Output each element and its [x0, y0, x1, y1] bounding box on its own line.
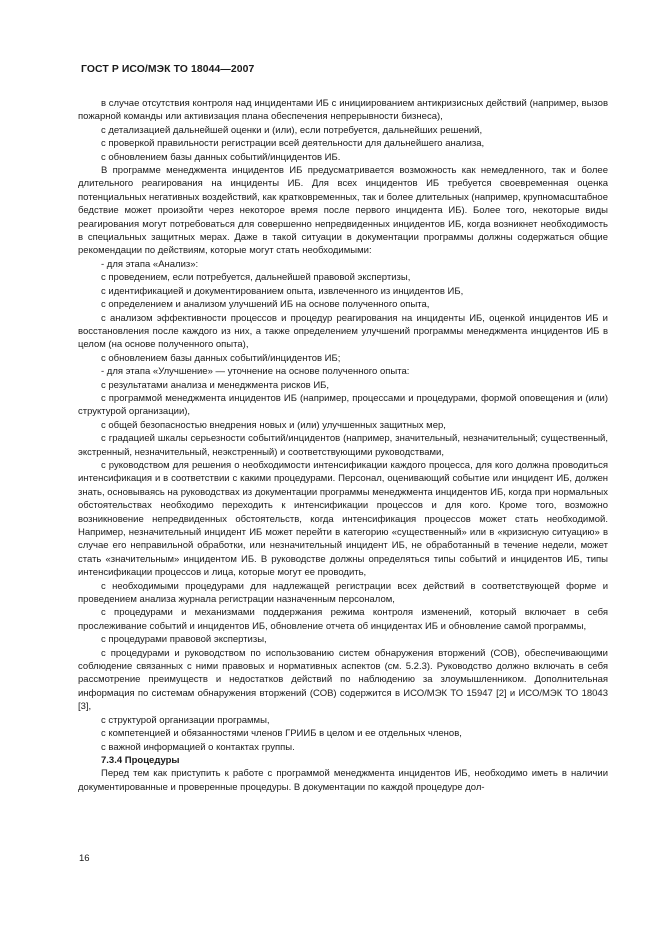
paragraph: с проверкой правильности регистрации всей деятельности для дальнейшего анализа, [101, 138, 485, 150]
paragraph: с градацией шкалы серьезности событий/инцидентов (например, значительный, незначительный; существенный, экстренный, незначительный, неэкстренный) и соответствующими руководствами, [78, 433, 608, 458]
paragraph: В программе менеджмента инцидентов ИБ предусматривается возможность как немедленного, так и более длительного реагирования на инциденты ИБ. Для всех инцидентов ИБ требуется своевременная оценка потенциальных негативных воздействий, как кратковременных, так и более длительных (например, крупномасштабное бедствие может произойти через некоторое время после первого инцидента ИБ). Более того, некоторые виды реагирования могут потребоваться для совершенно непредвиденных инцидентов ИБ, когда возникнет необходимость в специальных защитных мерах. Даже в такой ситуации в документации программы должны содержаться общие рекомендации по действиям, которые могут стать необходимыми: [78, 165, 608, 257]
paragraph: с процедурами и руководством по использованию систем обнаружения вторжений (СОВ), обеспечивающими соблюдение связанных с ними правовых и нормативных аспектов (см. 5.2.3). Руководство должно включать в себя рассмотрение преимуществ и недостатков действий по наблюдению за злоумышленником. Дополнительная информация по системам обнаружения вторжений (СОВ) содержится в ИСО/МЭК ТО 15947 [2] и ИСО/МЭК ТО 18043 [3], [78, 647, 608, 713]
paragraph: с руководством для решения о необходимости интенсификации каждого процесса, для кого должна проводиться интенсификация и в соответствии с какими процедурами. Персонал, оценивающий событие или инцидент ИБ, должен знать, основываясь на руководствах из документации программы менеджмента инцидентов ИБ, когда при нормальных обстоятельствах необходимо переходить к интенсификации процессов и для кого. Кроме того, возможно возникновение непредвиденных обстоятельств, когда интенсификация процессов может стать необходимой. Например, незначительный инцидент ИБ может перейти в категорию «существенный» или в «кризисную ситуацию» в случае его неправильной обработки, или незначительный инцидент ИБ, не обработанный в течение недели, может стать «значительным» инцидентом ИБ. В руководстве должны определяться типы событий и инцидентов ИБ, типы интенсификации процессов и лица, которые могут ее проводить, [78, 459, 608, 579]
page-content [78, 97, 608, 794]
paragraph: с детализацией дальнейшей оценки и (или), если потребуется, дальнейших решений, [101, 124, 483, 136]
paragraph: с программой менеджмента инцидентов ИБ (например, процессами и процедурами, формой оповещения и (или) структурой организации), [78, 392, 608, 418]
document-header: ГОСТ Р ИСО/МЭК ТО 18044—2007 [81, 64, 255, 75]
paragraph: с обновлением базы данных событий/инцидентов ИБ; [101, 352, 341, 364]
paragraph: с определением и анализом улучшений ИБ на основе полученного опыта, [101, 299, 430, 311]
paragraph: с обновлением базы данных событий/инцидентов ИБ. [101, 151, 341, 163]
paragraph: - для этапа «Анализ»: [101, 258, 199, 270]
paragraph: с проведением, если потребуется, дальнейшей правовой экспертизы, [101, 272, 411, 284]
paragraph: с анализом эффективности процессов и процедур реагирования на инциденты ИБ, оценкой инцидентов ИБ и восстановления после каждого из них, а также определением улучшений программы менеджмента инцидентов ИБ в целом (на основе полученного опыта), [78, 312, 608, 351]
paragraph: с структурой организации программы, [101, 714, 270, 726]
paragraph: в случае отсутствия контроля над инцидентами ИБ с инициированием антикризисных действий (например, вызов пожарной команды или активизация плана обеспечения непрерывности бизнеса), [78, 98, 608, 123]
paragraph: - для этапа «Улучшение» — уточнение на основе полученного опыта: [101, 366, 410, 378]
paragraph: с идентификацией и документированием опыта, извлеченного из инцидентов ИБ, [101, 285, 464, 297]
paragraph: с общей безопасностью внедрения новых и (или) улучшенных защитных мер, [101, 419, 446, 431]
paragraph: с компетенцией и обязанностями членов ГРИИБ в целом и ее отдельных членов, [101, 728, 462, 740]
section-heading: 7.3.4 Процедуры [101, 754, 180, 766]
page-number: 16 [79, 853, 90, 864]
paragraph: с важной информацией о контактах группы. [101, 741, 295, 753]
paragraph: с необходимыми процедурами для надлежащей регистрации всех действий в соответствующей форме и проведением анализа журнала регистрации назначенным персоналом, [78, 580, 608, 606]
paragraph: с процедурами и механизмами поддержания режима контроля изменений, который включает в себя прослеживание событий и инцидентов ИБ, обновление отчета об инцидентах ИБ и обновление самой программы, [78, 607, 608, 632]
paragraph: с результатами анализа и менеджмента рисков ИБ, [101, 379, 330, 391]
paragraph: Перед тем как приступить к работе с программой менеджмента инцидентов ИБ, необходимо иметь в наличии документированные и проверенные процедуры. В документации по каждой процедуре дол- [78, 768, 608, 793]
paragraph: с процедурами правовой экспертизы, [101, 634, 267, 646]
